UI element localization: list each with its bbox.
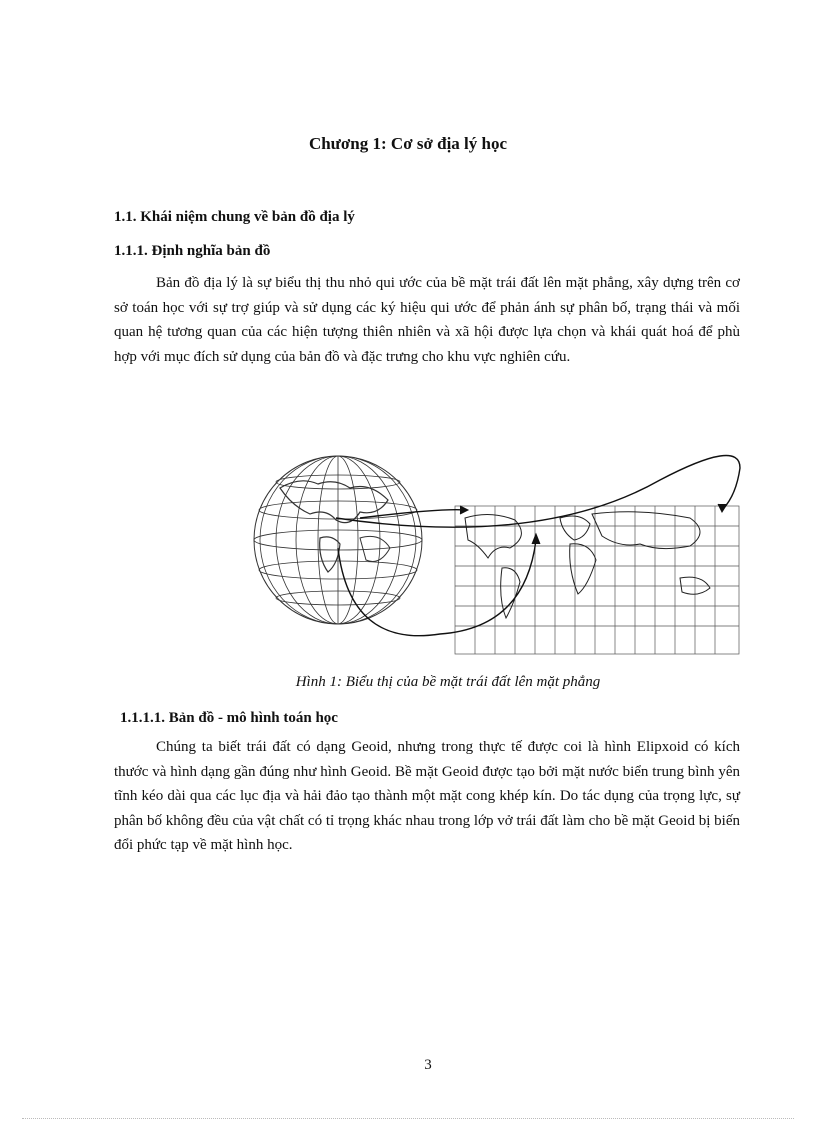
page-number: 3 <box>424 1057 432 1073</box>
paragraph-mathematical-model: Chúng ta biết trái đất có dạng Geoid, nhưng trong thực tế được coi là hình Elipxoid có kích thước và hình dạng gần đúng như hình Geoid. Bề mặt Geoid được tạo bởi mặt nước biển trung bình yên tĩnh kéo dài qua các lục địa và hải đảo tạo thành một mặt cong khép kín. Do tác dụng của trọng lực, sự phân bố không đều của vật chất có tỉ trọng khác nhau trong lớp vở trái đất làm cho bề mặt Geoid bị biến đổi phức tạp về mặt hình học. <box>114 739 740 853</box>
section-heading-1-1-1-1: 1.1.1.1. Bản đồ - mô hình toán học <box>120 710 338 726</box>
page-bottom-divider <box>22 1118 794 1119</box>
paragraph-map-definition: Bản đồ địa lý là sự biểu thị thu nhỏ qui ước của bề mặt trái đất lên mặt phẳng, xây dựng trên cơ sở toán học với sự trợ giúp và sử dụng các ký hiệu qui ước để phản ánh sự phân bố, trạng thái và mối quan hệ tương quan của các hiện tượng thiên nhiên và xã hội được lựa chọn và khái quát hoá để phù hợp với mục đích sử dụng của bản đồ và đặc trưng cho khu vực nghiên cứu. <box>114 275 740 365</box>
globe-illustration <box>254 456 422 624</box>
flat-map-grid <box>455 506 739 654</box>
chapter-title: Chương 1: Cơ sở địa lý học <box>308 134 508 153</box>
globe-to-map-projection-figure <box>240 448 744 660</box>
section-heading-1-1-1: 1.1.1. Định nghĩa bản đồ <box>114 243 271 259</box>
projection-arrows <box>336 456 740 636</box>
figure-caption: Hình 1: Biểu thị của bề mặt trái đất lên mặt phẳng <box>295 674 601 690</box>
section-heading-1-1: 1.1. Khái niệm chung về bản đồ địa lý <box>114 209 355 225</box>
